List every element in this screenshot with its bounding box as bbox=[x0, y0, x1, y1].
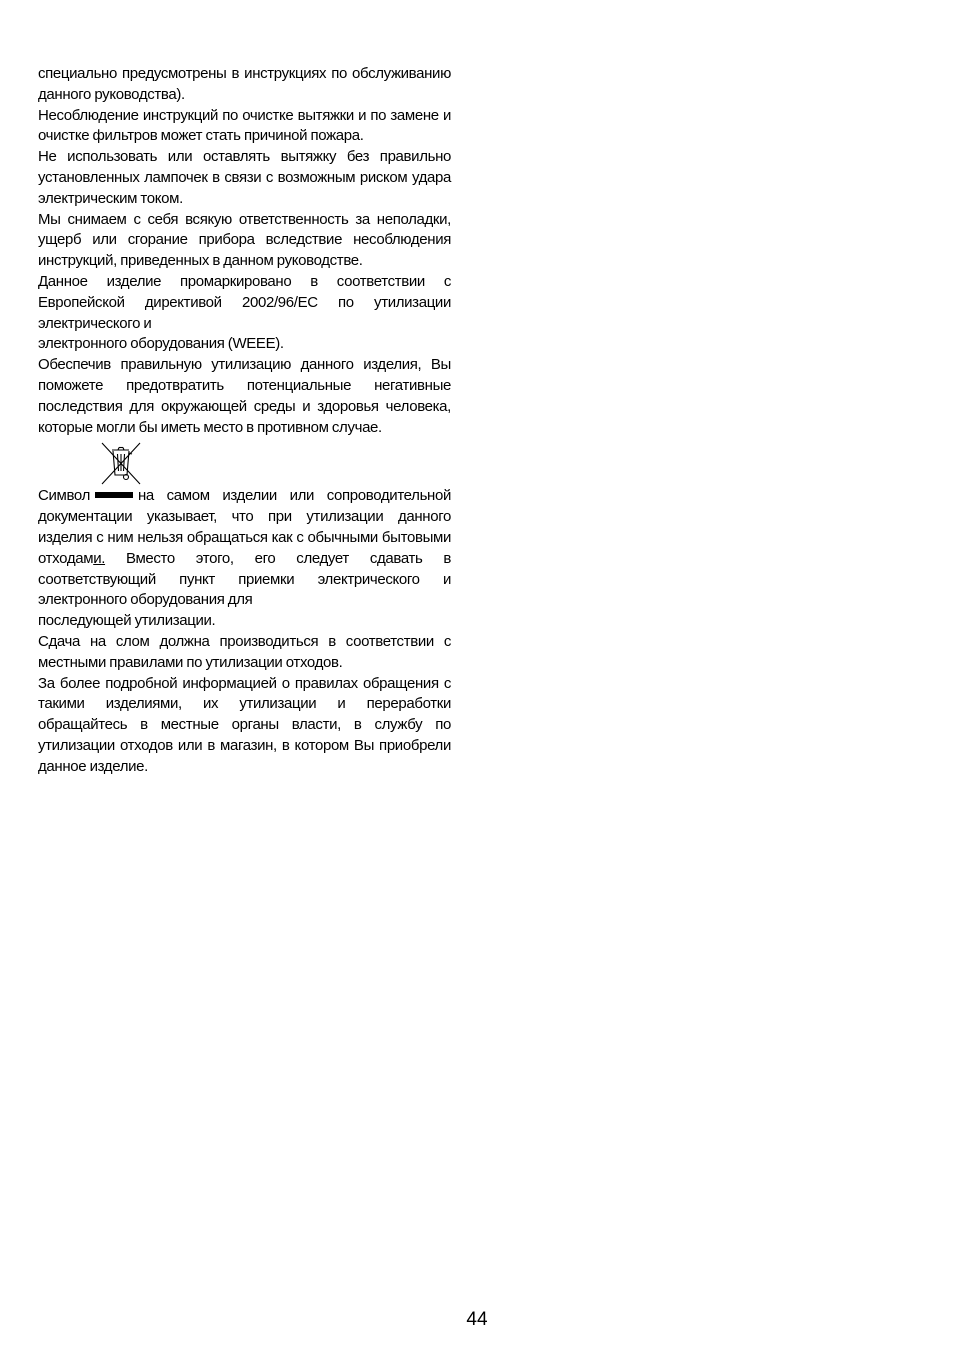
paragraph-2: Несоблюдение инструкций по очистке вытяжки и по замене и очистке фильтров может стать причиной пожара. bbox=[38, 106, 451, 145]
paragraph-10: Сдача на слом должна производиться в соответствии с местными правилами по утилизации отходов. bbox=[38, 632, 451, 671]
paragraph-3: Не использовать или оставлять вытяжку без правильно установленных лампочек в связи с возможным риском удара электрическим током. bbox=[38, 148, 451, 207]
symbol-label: Символ bbox=[38, 487, 90, 505]
weee-symbol-block bbox=[38, 438, 451, 486]
black-bar-icon bbox=[95, 492, 133, 498]
crossed-out-wheelie-bin-icon bbox=[98, 440, 144, 486]
text-column bbox=[38, 64, 451, 778]
symbol-underlined: и. bbox=[93, 549, 106, 567]
symbol-text-end: Вместо этого, его следует сдавать в соответствующий пункт приемки электрического и электронного оборудования для bbox=[38, 549, 451, 609]
paragraph-7: Обеспечив правильную утилизацию данного изделия, Вы поможете предотвратить потенциальные негативные последствия для окружающей среды и здоровья человека, которые могли бы иметь место в противном случае. bbox=[38, 356, 451, 436]
page-number: 44 bbox=[466, 1309, 488, 1330]
paragraph-5: Данное изделие промаркировано в соответствии с Европейской директивой 2002/96/EC по утилизации электрического и bbox=[38, 272, 451, 332]
paragraph-4: Мы снимаем с себя всякую ответственность за неполадки, ущерб или сгорание прибора вследствие несоблюдения инструкций, приведенных в данном руководстве. bbox=[38, 210, 451, 270]
paragraph-1: специально предусмотрены в инструкциях по обслуживанию данного руководства). bbox=[38, 65, 451, 103]
paragraph-6: электронного оборудования (WEEE). bbox=[38, 335, 284, 353]
paragraph-symbol bbox=[38, 486, 451, 611]
paragraph-11: За более подробной информацией о правилах обращения с такими изделиями, их утилизации и переработки обращайтесь в местные органы власти, в службу по утилизации отходов или в магазин, в котором Вы приобрели данное изделие. bbox=[38, 674, 451, 775]
symbol-text: на самом изделии или сопроводительной документации указывает, что при утилизации данного изделия с ним нельзя обращаться как с обычными бытовыми отходам bbox=[38, 487, 451, 567]
paragraph-9: последующей утилизации. bbox=[38, 612, 216, 630]
